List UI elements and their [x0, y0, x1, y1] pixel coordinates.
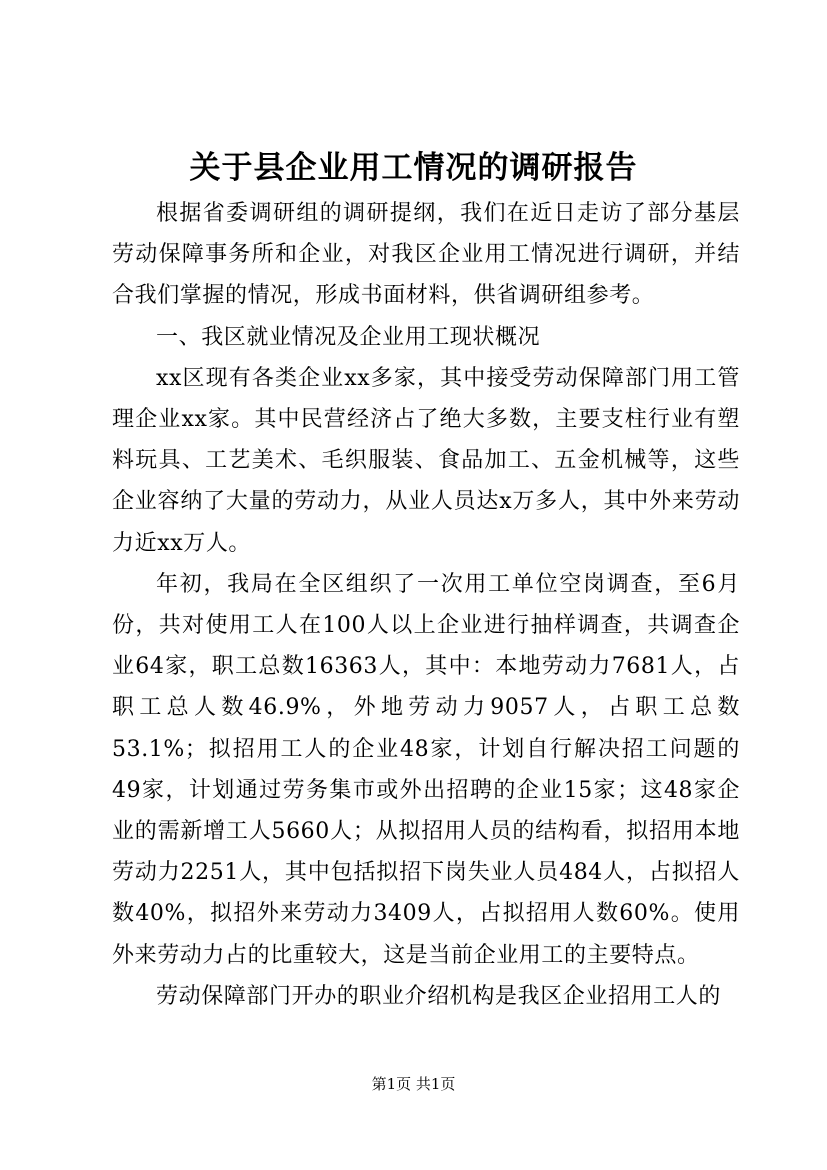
- document-body: [112, 193, 740, 1017]
- paragraph-overview: xx区现有各类企业xx多家，其中接受劳动保障部门用工管理企业xx家。其中民营经济占了绝大多数，主要支柱行业有塑料玩具、工艺美术、毛织服装、食品加工、五金机械等，这些企业容纳了大量的劳动力，从业人员达x万多人，其中外来劳动力近xx万人。: [112, 365, 740, 556]
- paragraph-agency: 劳动保障部门开办的职业介绍机构是我区企业招用工人的: [156, 983, 722, 1009]
- section-heading: 一、我区就业情况及企业用工现状概况: [156, 324, 541, 350]
- paragraph-intro: 根据省委调研组的调研提纲，我们在近日走访了部分基层劳动保障事务所和企业，对我区企业用工情况进行调研，并结合我们掌握的情况，形成书面材料，供省调研组参考。: [112, 201, 740, 309]
- page-footer: 第1页 共1页: [371, 1075, 456, 1093]
- paragraph-survey: 年初，我局在全区组织了一次用工单位空岗调查，至6月份，共对使用工人在100人以上企业进行抽样调查，共调查企业64家，职工总数16363人，其中：本地劳动力7681人，占职工总人数46.9%，外地劳动力9057人，占职工总数53.1%；拟招用工人的企业48家，计划自行解决招工问题的49家，计划通过劳务集市或外出招聘的企业15家；这48家企业的需新增工人5660人；从拟招用人员的结构看，拟招用本地劳动力2251人，其中包括拟招下岗失业人员484人，占拟招人数40%，拟招外来劳动力3409人，占拟招用人数60%。使用外来劳动力占的比重较大，这是当前企业用工的主要特点。: [112, 571, 740, 968]
- document-title: 关于县企业用工情况的调研报告: [189, 150, 638, 186]
